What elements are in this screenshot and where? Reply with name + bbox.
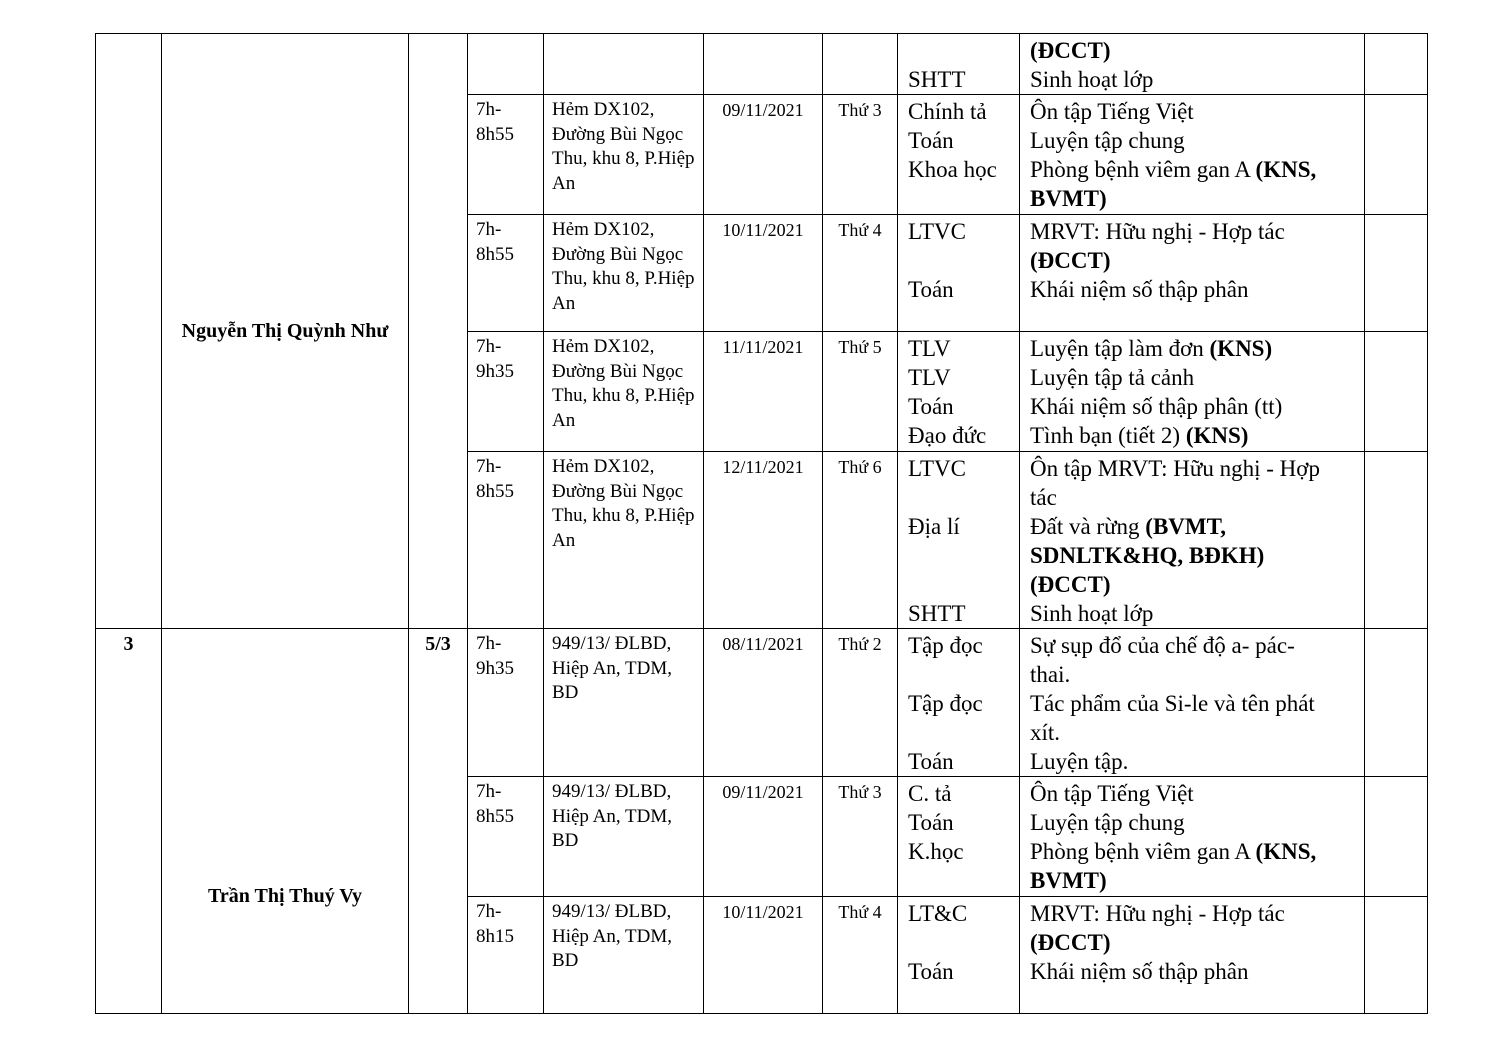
- lesson-title: Ôn tập Tiếng Việt: [1030, 99, 1194, 124]
- subject-name: [908, 660, 1013, 689]
- lesson-tag: (KNS,: [1255, 839, 1317, 864]
- lesson-title: Tác phẩm của Si-le và tên phát: [1030, 691, 1315, 716]
- lesson-tag: (KNS): [1209, 336, 1273, 361]
- subject-cell: [898, 629, 1020, 777]
- lesson-line: [1030, 837, 1358, 866]
- subject-name: Toán: [908, 959, 954, 984]
- date-cell: 11/11/2021: [704, 332, 823, 452]
- subject-cell: [898, 215, 1020, 332]
- lesson-title: Sự sụp đổ của chế độ a- pác-: [1030, 633, 1295, 658]
- subject-name: SHTT: [908, 601, 966, 626]
- lesson-tag: BVMT): [1030, 868, 1107, 893]
- weekday-cell: Thứ 6: [823, 452, 898, 629]
- lesson-line: [1030, 454, 1358, 483]
- address-cell: Hẻm DX102, Đường Bùi Ngọc Thu, khu 8, P.Hiệp An: [544, 452, 704, 629]
- lesson-tag: (ĐCCT): [1030, 38, 1111, 63]
- time-cell: 7h-8h55: [468, 215, 544, 332]
- lesson-title: Khái niệm số thập phân (tt): [1030, 394, 1283, 419]
- note-cell: [1365, 215, 1428, 332]
- time-cell: 7h-9h35: [468, 332, 544, 452]
- subject-name: Toán: [908, 128, 954, 153]
- date-cell: 12/11/2021: [704, 452, 823, 629]
- lesson-line: [1030, 246, 1358, 275]
- table-row: [96, 629, 1428, 777]
- lesson-line: [1030, 541, 1358, 570]
- lesson-tag: (ĐCCT): [1030, 930, 1111, 955]
- time-cell: 7h-8h55: [468, 95, 544, 215]
- date-cell: 09/11/2021: [704, 777, 823, 897]
- lesson-cell: [1020, 897, 1365, 1014]
- lesson-title: Phòng bệnh viêm gan A: [1030, 839, 1256, 864]
- lesson-line: [1030, 392, 1358, 421]
- lesson-line: [1030, 570, 1358, 599]
- subject-name: LTVC: [908, 219, 966, 244]
- subject-name: [908, 928, 1013, 957]
- note-cell: [1365, 777, 1428, 897]
- teacher-name: Trần Thị Thuý Vy: [208, 885, 362, 907]
- subject-name: Khoa học: [908, 157, 997, 182]
- weekday-cell: Thứ 3: [823, 95, 898, 215]
- subject-cell: [898, 95, 1020, 215]
- lesson-title: Sinh hoạt lớp: [1030, 601, 1154, 626]
- address-cell: Hẻm DX102, Đường Bùi Ngọc Thu, khu 8, P.Hiệp An: [544, 332, 704, 452]
- teacher-number-cell: [96, 34, 162, 629]
- lesson-cell: [1020, 332, 1365, 452]
- schedule-table: [95, 33, 1428, 1014]
- lesson-title: Luyện tập làm đơn: [1030, 336, 1210, 361]
- lesson-title: xít.: [1030, 720, 1061, 745]
- weekday-cell: Thứ 4: [823, 897, 898, 1014]
- lesson-line: [1030, 363, 1358, 392]
- subject-cell: [898, 777, 1020, 897]
- time-cell: 7h-8h15: [468, 897, 544, 1014]
- lesson-line: [1030, 97, 1358, 126]
- teacher-number-cell: [96, 629, 162, 1014]
- subject-name: Toán: [908, 394, 954, 419]
- subject-name: Chính tả: [908, 99, 987, 124]
- lesson-cell: [1020, 34, 1365, 95]
- lesson-title: Tình bạn (tiết 2): [1030, 423, 1186, 448]
- subject-name: [908, 718, 1013, 747]
- subject-name: C. tả: [908, 781, 952, 806]
- lesson-title: Đất và rừng: [1030, 514, 1146, 539]
- teacher-name-cell: [162, 629, 409, 1014]
- subject-name: Toán: [908, 810, 954, 835]
- subject-name: [908, 36, 1013, 65]
- time-cell: 7h-9h35: [468, 629, 544, 777]
- note-cell: [1365, 332, 1428, 452]
- lesson-line: [1030, 866, 1358, 895]
- lesson-tag: (BVMT,: [1145, 514, 1226, 539]
- lesson-line: [1030, 184, 1358, 213]
- time-cell: 7h-8h55: [468, 452, 544, 629]
- lesson-line: [1030, 155, 1358, 184]
- lesson-line: [1030, 747, 1358, 776]
- lesson-line: [1030, 334, 1358, 363]
- address-cell: 949/13/ ĐLBD, Hiệp An, TDM, BD: [544, 897, 704, 1014]
- lesson-title: MRVT: Hữu nghị - Hợp tác: [1030, 219, 1285, 244]
- subject-name: [908, 570, 1013, 599]
- lesson-tag: (ĐCCT): [1030, 572, 1111, 597]
- class-cell: [409, 629, 468, 1014]
- address-cell: 949/13/ ĐLBD, Hiệp An, TDM, BD: [544, 777, 704, 897]
- subject-name: TLV: [908, 336, 951, 361]
- time-cell: 7h-8h55: [468, 777, 544, 897]
- lesson-tag: BVMT): [1030, 186, 1107, 211]
- address-cell: 949/13/ ĐLBD, Hiệp An, TDM, BD: [544, 629, 704, 777]
- lesson-tag: SDNLTK&HQ, BĐKH): [1030, 543, 1265, 568]
- lesson-title: MRVT: Hữu nghị - Hợp tác: [1030, 901, 1285, 926]
- time-cell: [468, 34, 544, 95]
- subject-name: Toán: [908, 277, 954, 302]
- note-cell: [1365, 34, 1428, 95]
- lesson-line: [1030, 421, 1358, 450]
- subject-name: SHTT: [908, 67, 966, 92]
- date-cell: 10/11/2021: [704, 215, 823, 332]
- lesson-line: [1030, 275, 1358, 304]
- weekday-cell: Thứ 3: [823, 777, 898, 897]
- address-cell: Hẻm DX102, Đường Bùi Ngọc Thu, khu 8, P.Hiệp An: [544, 95, 704, 215]
- weekday-cell: Thứ 5: [823, 332, 898, 452]
- weekday-cell: [823, 34, 898, 95]
- lesson-title: thai.: [1030, 662, 1071, 687]
- lesson-tag: (KNS): [1185, 423, 1249, 448]
- lesson-title: Ôn tập Tiếng Việt: [1030, 781, 1194, 806]
- date-cell: [704, 34, 823, 95]
- subject-name: LT&C: [908, 901, 968, 926]
- subject-name: Địa lí: [908, 514, 960, 539]
- date-cell: 10/11/2021: [704, 897, 823, 1014]
- subject-name: LTVC: [908, 456, 966, 481]
- lesson-title: Luyện tập chung: [1030, 128, 1185, 153]
- address-cell: [544, 34, 704, 95]
- lesson-title: Khái niệm số thập phân: [1030, 959, 1249, 984]
- teacher-name-cell: [162, 34, 409, 629]
- subject-name: [908, 246, 1013, 275]
- lesson-line: [1030, 928, 1358, 957]
- date-cell: 09/11/2021: [704, 95, 823, 215]
- teacher-number: 3: [123, 633, 134, 655]
- subject-name: [908, 541, 1013, 570]
- lesson-line: [1030, 689, 1358, 718]
- subject-name: Đạo đức: [908, 423, 987, 448]
- lesson-line: [1030, 599, 1358, 628]
- subject-name: Tập đọc: [908, 633, 983, 658]
- lesson-line: [1030, 36, 1358, 65]
- subject-cell: [898, 332, 1020, 452]
- lesson-title: Ôn tập MRVT: Hữu nghị - Hợp: [1030, 456, 1320, 481]
- lesson-title: Luyện tập chung: [1030, 810, 1185, 835]
- lesson-line: [1030, 512, 1358, 541]
- lesson-title: Luyện tập tả cảnh: [1030, 365, 1195, 390]
- lesson-tag: (KNS,: [1255, 157, 1317, 182]
- weekday-cell: Thứ 4: [823, 215, 898, 332]
- lesson-line: [1030, 483, 1358, 512]
- lesson-title: Phòng bệnh viêm gan A: [1030, 157, 1256, 182]
- note-cell: [1365, 897, 1428, 1014]
- class-name: 5/3: [425, 633, 451, 655]
- lesson-tag: (ĐCCT): [1030, 248, 1111, 273]
- subject-name: [908, 483, 1013, 512]
- address-cell: Hẻm DX102, Đường Bùi Ngọc Thu, khu 8, P.Hiệp An: [544, 215, 704, 332]
- lesson-cell: [1020, 95, 1365, 215]
- class-cell: [409, 34, 468, 629]
- note-cell: [1365, 452, 1428, 629]
- weekday-cell: Thứ 2: [823, 629, 898, 777]
- subject-cell: [898, 34, 1020, 95]
- lesson-cell: [1020, 629, 1365, 777]
- lesson-line: [1030, 808, 1358, 837]
- table-row: [96, 34, 1428, 95]
- subject-cell: [898, 897, 1020, 1014]
- subject-name: Tập đọc: [908, 691, 983, 716]
- lesson-line: [1030, 631, 1358, 660]
- lesson-line: [1030, 779, 1358, 808]
- lesson-cell: [1020, 215, 1365, 332]
- lesson-title: Luyện tập.: [1030, 749, 1129, 774]
- lesson-cell: [1020, 452, 1365, 629]
- teacher-name: Nguyễn Thị Quỳnh Như: [181, 319, 389, 342]
- lesson-line: [1030, 899, 1358, 928]
- lesson-title: Sinh hoạt lớp: [1030, 67, 1154, 92]
- lesson-title: tác: [1030, 485, 1057, 510]
- date-cell: 08/11/2021: [704, 629, 823, 777]
- subject-cell: [898, 452, 1020, 629]
- note-cell: [1365, 629, 1428, 777]
- lesson-cell: [1020, 777, 1365, 897]
- lesson-line: [1030, 217, 1358, 246]
- lesson-title: Khái niệm số thập phân: [1030, 277, 1249, 302]
- lesson-line: [1030, 660, 1358, 689]
- subject-name: K.học: [908, 839, 964, 864]
- subject-name: TLV: [908, 365, 951, 390]
- lesson-line: [1030, 65, 1358, 94]
- lesson-line: [1030, 126, 1358, 155]
- lesson-line: [1030, 718, 1358, 747]
- lesson-line: [1030, 957, 1358, 986]
- subject-name: Toán: [908, 749, 954, 774]
- note-cell: [1365, 95, 1428, 215]
